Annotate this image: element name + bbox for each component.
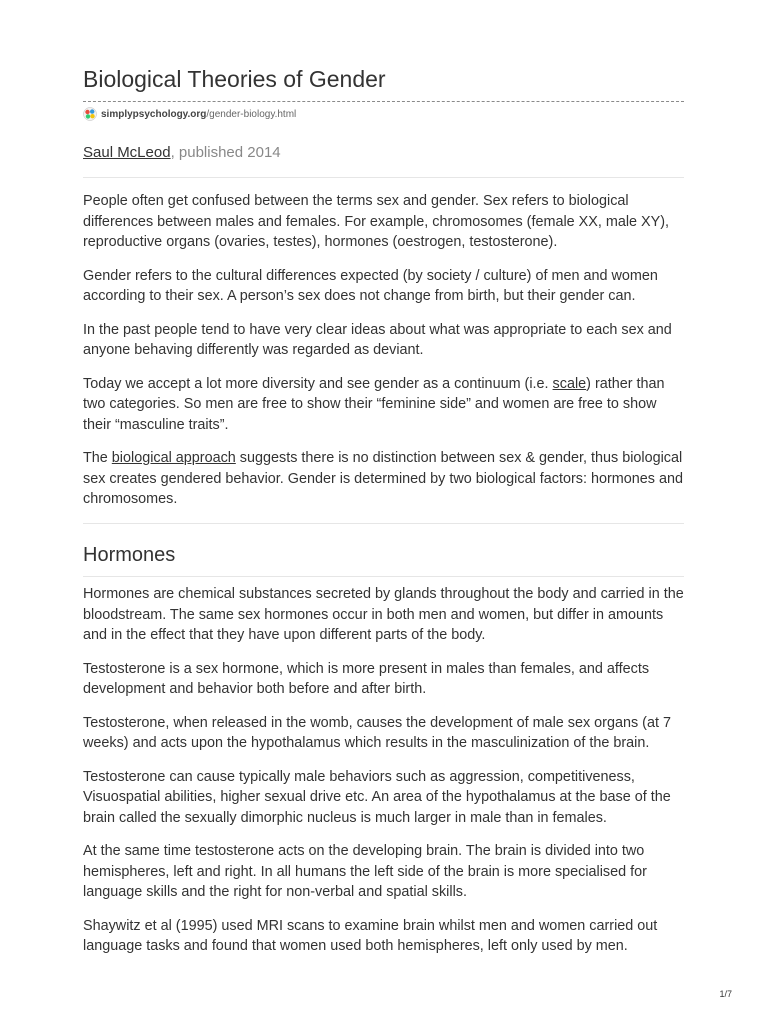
- publish-date: , published 2014: [170, 144, 281, 161]
- hormones-section: [83, 584, 684, 970]
- divider: [83, 177, 684, 178]
- biological-approach-link[interactable]: biological approach: [111, 450, 236, 466]
- section-heading-hormones: Hormones: [83, 544, 176, 566]
- hormones-paragraph: Testosterone is a sex hormone, which is more present in males than females, and affects development and behavior both before and after birth.: [83, 660, 650, 697]
- paragraph-text: The: [83, 450, 112, 466]
- hormones-paragraph: Testosterone can cause typically male behaviors such as aggression, competitiveness, Visuospatial abilities, higher sexual drive etc. An area of the hypothalamus at the base of the brain called the sexually dimorphic nucleus is much larger in male than in females.: [83, 768, 671, 826]
- hormones-paragraph: At the same time testosterone acts on the developing brain. The brain is divided into two hemispheres, left and right. In all humans the left side of the brain is more specialised for language skills and the right for non-verbal and spatial skills.: [83, 843, 647, 900]
- intro-paragraph-4: [83, 374, 684, 436]
- source-path: /gender-biology.html: [206, 108, 297, 120]
- title-divider: [83, 101, 684, 102]
- source-domain: simplypsychology.org: [101, 108, 207, 120]
- hormones-paragraph: Hormones are chemical substances secreted by glands throughout the body and carried in the bloodstream. The same sex hormones occur in both men and women, but differ in amounts and in the effect that they have upon different parts of the body.: [83, 586, 684, 643]
- author-link[interactable]: Saul McLeod: [83, 144, 171, 161]
- divider: [83, 523, 684, 524]
- hormones-paragraph: Testosterone, when released in the womb, causes the development of male sex organs (at 7 weeks) and acts upon the hypothalamus which results in the masculinization of the brain.: [83, 714, 671, 751]
- intro-paragraph-1: People often get confused between the terms sex and gender. Sex refers to biological differences between males and females. For example, chromosomes (female XX, male XY), reproductive organs (ovaries, testes), hormones (oestrogen, testosterone).: [83, 193, 670, 250]
- scale-link[interactable]: scale: [552, 375, 587, 392]
- intro-section: [83, 191, 684, 523]
- intro-paragraph-5: [83, 448, 684, 510]
- site-logo-icon: [83, 107, 97, 121]
- paragraph-text: ) rather than two categories. So men are free to show their “feminine side” and women are free to show their “masculine traits”.: [83, 375, 665, 433]
- intro-paragraph-3: In the past people tend to have very clear ideas about what was appropriate to each sex and anyone behaving differently was regarded as deviant.: [83, 321, 672, 358]
- paragraph-text: Today we accept a lot more diversity and see gender as a continuum (i.e.: [83, 375, 553, 392]
- hormones-paragraph: Shaywitz et al (1995) used MRI scans to examine brain whilst men and women carried out language tasks and found that women used both hemispheres, left only used by men.: [83, 917, 658, 954]
- divider: [83, 576, 684, 577]
- page-number: 1/7: [719, 989, 732, 999]
- paragraph-text: suggests there is no distinction between sex & gender, thus biological sex creates gendered behavior. Gender is determined by two biological factors: hormones and chromosomes.: [83, 450, 683, 507]
- byline: [83, 144, 281, 161]
- source-url[interactable]: [83, 107, 296, 121]
- intro-paragraph-2: Gender refers to the cultural differences expected (by society / culture) of men and women according to their sex. A person’s sex does not change from birth, but their gender can.: [83, 267, 658, 304]
- page-title: Biological Theories of Gender: [83, 66, 386, 92]
